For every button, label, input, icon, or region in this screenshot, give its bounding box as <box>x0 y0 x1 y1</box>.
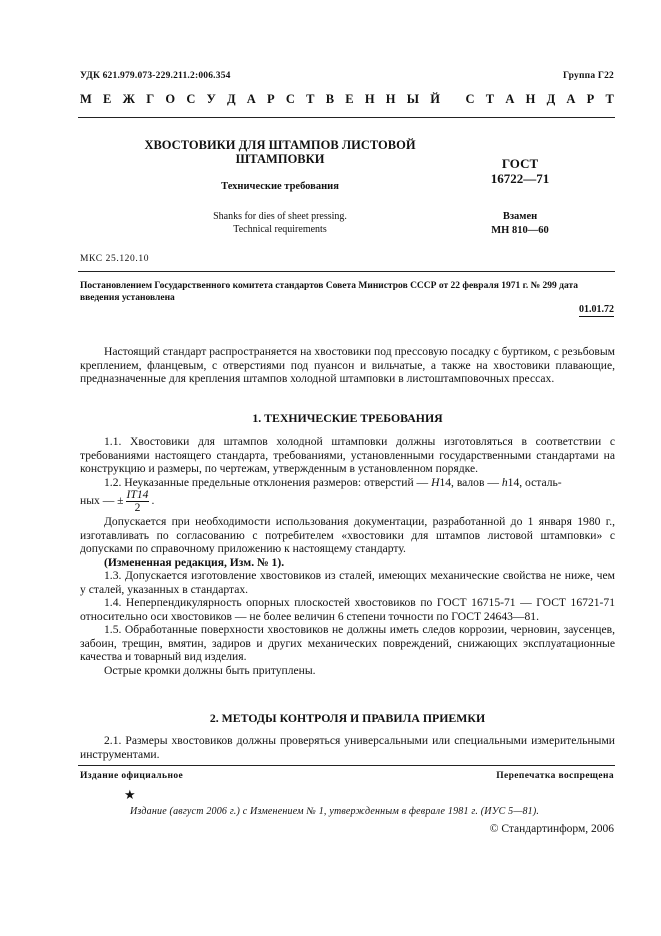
heading-letter: С <box>186 92 196 106</box>
heading-letter: С <box>465 92 475 106</box>
heading-letter: А <box>505 92 515 106</box>
mks-divider <box>78 271 615 272</box>
section-1-body <box>80 435 615 677</box>
replaces-standard: Взамен МН 810—60 <box>491 211 549 236</box>
heading-letter: У <box>206 92 216 106</box>
heading-letter: Д <box>226 92 236 106</box>
heading-letter <box>451 92 454 107</box>
section-2-body <box>80 734 615 761</box>
mks-code: МКС 25.120.10 <box>80 254 150 264</box>
clause-2-1: 2.1. Размеры хвостовиков должны проверяться универсальными или специальными измерительными инструментами. <box>80 734 615 761</box>
heading-letter: С <box>285 92 295 106</box>
clause-1-2: 1.2. Неуказанные предельные отклонения размеров: отверстий — H14, валов — h14, осталь- <box>104 475 562 489</box>
heading-letter: О <box>165 92 176 106</box>
edges-paragraph: Острые кромки должны быть притуплены. <box>104 663 316 677</box>
star-icon: ★ <box>124 787 136 802</box>
clause-1-1: 1.1. Хвостовики для штампов холодной штамповки должны изготовляться в соответствии с требованиями настоящего стандарта, требованиями, установленными государственными стандартами на конструкцию и размеры, по чертежам, утвержденным в установленном порядке. <box>80 435 615 475</box>
heading-letter: Н <box>364 92 375 106</box>
section-2-heading: 2. МЕТОДЫ КОНТРОЛЯ И ПРАВИЛА ПРИЕМКИ <box>209 711 486 725</box>
heading-letter: Т <box>485 92 495 106</box>
clause-1-5: 1.5. Обработанные поверхности хвостовиков не должны иметь следов коррозии, черновин, заусенцев, забоин, трещин, вмятин, задиров и других механических повреждений, снижающих эксплуатационные качества и товарный вид изделия. <box>80 623 615 663</box>
group-code: Группа Г22 <box>563 71 614 81</box>
heading-letter: Н <box>385 92 396 106</box>
heading-letter: Р <box>267 92 275 106</box>
edition-note: Издание (август 2006 г.) с Изменением № 1, утвержденным в феврале 1981 г. (ИУС 5—81). <box>130 806 540 817</box>
heading-letter: А <box>566 92 576 106</box>
heading-letter: Р <box>586 92 595 106</box>
gost-number: ГОСТ 16722—71 <box>490 156 550 186</box>
interstate-standard-heading <box>80 92 614 107</box>
udk-code: УДК 621.979.073-229.211.2:006.354 <box>80 71 231 81</box>
intro-date: 01.01.72 <box>579 304 614 315</box>
copyright: © Стандартинформ, 2006 <box>489 823 614 835</box>
heading-letter: Г <box>146 92 155 106</box>
document-title: ХВОСТОВИКИ ДЛЯ ШТАМПОВ ЛИСТОВОЙ ШТАМПОВКИ <box>144 138 416 166</box>
english-title: Shanks for dies of sheet pressing. Technical requirements <box>213 211 347 235</box>
section-1-heading: 1. ТЕХНИЧЕСКИЕ ТРЕБОВАНИЯ <box>252 411 443 425</box>
footer-divider <box>78 765 615 766</box>
intro-paragraph: Настоящий стандарт распространяется на хвостовики под прессовую посадку с буртиком, с резьбовым креплением, фланцевым, с отверстиями под пуансон и вильчатые, а также на хвостовики плавающие, предназначенные для крепления штампов холодной штамповки в листоштамповочных прессах. <box>80 345 615 385</box>
decree-text: Постановлением Государственного комитета стандартов Совета Министров СССР от 22 февраля 1971 г. № 299 дата введения установлена <box>80 281 579 303</box>
heading-letter: Т <box>306 92 315 106</box>
official-edition-label: Издание официальное <box>80 771 184 781</box>
tolerance-fraction: $\frac{IT14}{2}$ <box>126 487 149 514</box>
heading-letter: А <box>246 92 256 106</box>
document-subtitle: Технические требования <box>221 181 339 192</box>
heading-letter: Д <box>546 92 556 106</box>
heading-letter: М <box>80 92 92 106</box>
clause-1-3: 1.3. Допускается изготовление хвостовиков из сталей, имеющих механические свойства не ниже, чем у сталей, указанных в стандартах. <box>80 569 615 596</box>
heading-letter: В <box>325 92 335 106</box>
clause-1-4: 1.4. Неперпендикулярность опорных плоскостей хвостовиков по ГОСТ 16715-71 — ГОСТ 16721-71 относительно оси хвостовиков — не более величин 6 степени точности по ГОСТ 24643—81. <box>80 596 615 623</box>
header-divider <box>78 117 615 118</box>
admit-paragraph: Допускается при необходимости использования документации, разработанной до 1 января 1980 г., изготавливать по согласованию с потребителем «хвостовики для штампов листовой штамповки» с допусками по справочному приложению к настоящему стандарту. <box>80 515 615 555</box>
heading-letter: Ы <box>406 92 420 106</box>
amendment-note: (Измененная редакция, Изм. № 1). <box>104 555 285 569</box>
heading-letter: Т <box>605 92 614 106</box>
reprint-prohibited-label: Перепечатка воспрещена <box>496 771 614 781</box>
heading-letter: Е <box>103 92 112 106</box>
clause-1-2-formula: ных — ± $\frac{IT14}{2}$ . <box>80 487 155 514</box>
heading-letter: Ж <box>122 92 135 106</box>
heading-letter: Е <box>345 92 354 106</box>
heading-letter: Н <box>525 92 536 106</box>
heading-letter: Й <box>430 92 440 106</box>
